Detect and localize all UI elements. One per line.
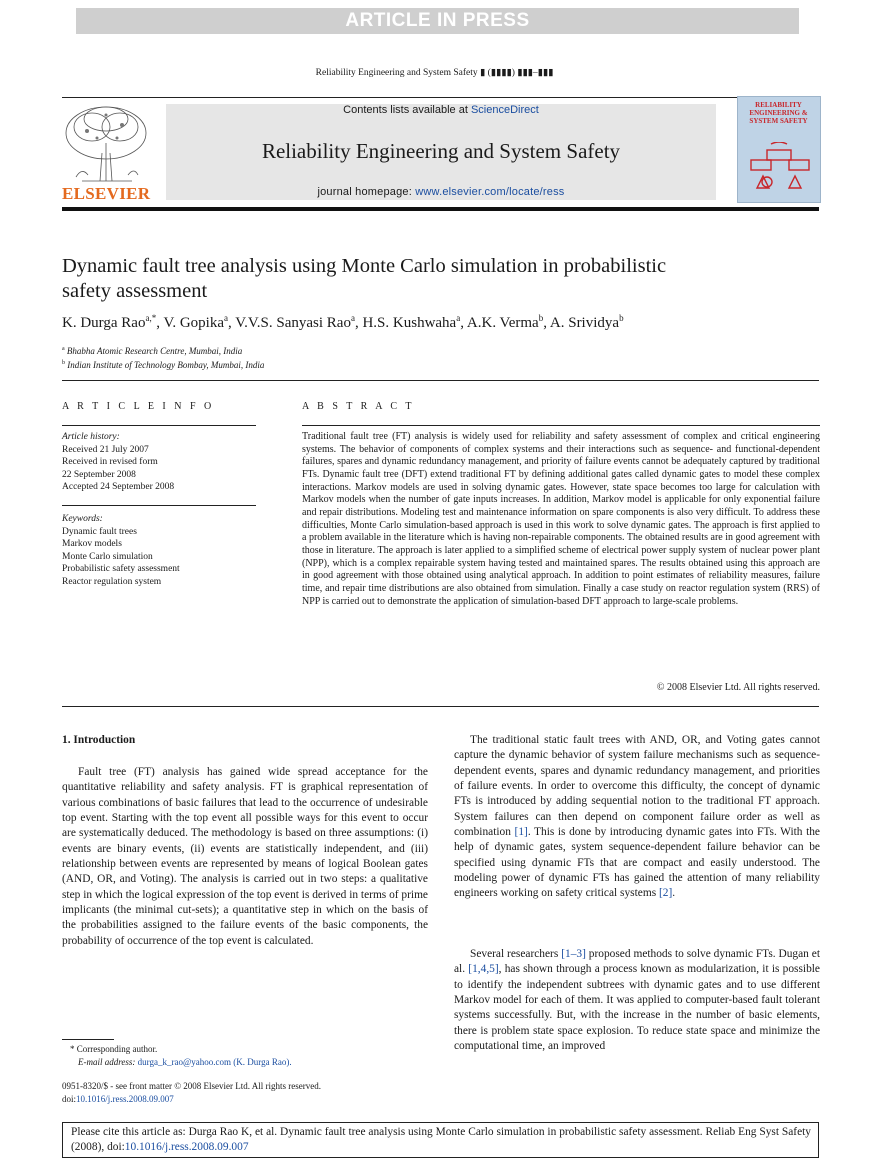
author-name: H.S. Kushwaha [362,315,457,331]
paper-title-line1: Dynamic fault tree analysis using Monte Carlo simulation in probabilistic [62,255,667,277]
running-head: Reliability Engineering and System Safety ▮ (▮▮▮▮) ▮▮▮–▮▮▮ [315,68,554,78]
author-separator: , [228,315,236,331]
elsevier-logo-text: ELSEVIER [62,184,151,203]
citation-doi-link[interactable]: 10.1016/j.ress.2008.09.007 [124,1140,249,1153]
affiliation-text: Bhabha Atomic Research Centre, Mumbai, India [66,346,243,356]
reference-link[interactable]: [1] [514,826,528,839]
author-separator: , [543,315,550,331]
keyword-item: Probabilistic safety assessment [62,564,180,574]
history-item: Accepted 24 September 2008 [62,482,175,492]
journal-name: Reliability Engineering and System Safety [261,139,621,163]
intro-paragraph-3-text: Several researchers [470,948,562,960]
abstract-rule [302,425,820,426]
intro-paragraph-2-text: . This is done by introducing dynamic gates into FTs. With the help of dynamic gates, system sequence-dependent failure behavior can be specified using dynamic FTs that are compact and easily understood. The modeling power of dynamic FTs has gained the attention of many reliability engineers working on safety critical systems [454,826,820,900]
history-item: Received in revised form [62,457,158,467]
affiliations [62,343,662,371]
author-affiliation-mark: a [224,313,229,323]
masthead-bottom-rule [62,207,819,211]
email-link[interactable]: durga_k_rao@yahoo.com [137,1057,232,1067]
homepage-line [166,186,716,198]
keyword-item: Markov models [62,539,122,549]
affiliation-mark: a [62,346,65,352]
reference-link[interactable]: [1–3] [561,948,586,960]
keywords-rule [62,505,256,506]
keywords-block [62,513,256,588]
intro-paragraph-2-text: . [672,887,676,900]
email-name: (K. Durga Rao). [231,1057,292,1067]
keyword-item: Reactor regulation system [62,576,162,587]
doi-line [62,1093,442,1105]
keyword-item: Dynamic fault trees [62,526,137,537]
history-item: Received 21 July 2007 [62,444,149,455]
header-rule [62,97,819,98]
abstract-copyright: © 2008 Elsevier Ltd. All rights reserved. [656,682,820,693]
affiliation-text: Indian Institute of Technology Bombay, Mumbai, India [67,360,265,370]
paper-title-line2: safety assessment [62,280,208,302]
author-affiliation-mark: a,* [145,313,157,323]
doi-link[interactable]: 10.1016/j.ress.2008.09.007 [76,1094,174,1104]
intro-paragraph-3-text: , has shown through a process known as modularization, it is possible to identify the independent subtrees with dynamic gates and to use different Markov model for each of them. It was applied to computer-based fault tolerant systems successfully. But, with the increase in the number of basic elements, there is problem state space explosion. To reduce state space and minimize the computational time, an improved [454,963,820,1053]
affiliation-line [62,343,662,357]
doi-prefix: doi: [62,1094,77,1104]
intro-paragraph-2 [454,733,820,902]
article-info-rule [62,425,256,426]
abstract-bottom-rule [62,706,819,707]
citation-box [62,1122,819,1158]
cover-title: RELIABILITY ENGINEERING & SYSTEM SAFETY [749,101,808,125]
author-affiliation-mark: a [350,313,355,323]
contents-prefix: Contents lists available at [343,104,471,116]
homepage-prefix: journal homepage: [317,186,416,198]
author-separator: , [460,315,467,331]
contents-line [166,104,716,116]
footnote-rule [62,1039,114,1040]
author-name: A.K. Verma [466,315,539,331]
front-matter-rule [62,380,819,381]
history-label: Article history: [62,432,120,442]
citation-text: Please cite this article as: Durga Rao K, et al. Dynamic fault tree analysis using Monte Carlo simulation in probabilistic safety assessment. Reliab Eng Syst Safety (2008), doi: [71,1126,811,1153]
corresponding-author-note: * Corresponding author. [70,1044,158,1054]
cover-diagram-icon [749,142,811,196]
history-item: 22 September 2008 [62,469,136,480]
author-affiliation-mark: b [619,313,624,323]
citation-text-block [71,1125,811,1154]
author-list [62,313,819,332]
email-line [62,1056,458,1068]
keyword-item: Monte Carlo simulation [62,551,153,562]
author-name: A. Srividya [549,315,620,331]
reference-link[interactable]: [1,4,5] [468,963,499,976]
intro-paragraph-3-text: proposed methods to solve dynamic FTs. Dugan et al. [454,948,820,976]
author-name: K. Durga Rao [62,315,146,331]
affiliation-mark: b [62,360,65,366]
article-history [62,431,256,494]
author-separator: , [156,315,164,331]
author-affiliation-mark: b [538,313,544,323]
homepage-link[interactable]: www.elsevier.com/locate/ress [415,186,565,198]
author-name: V. Gopika [163,315,225,331]
introduction-heading: 1. Introduction [62,734,136,746]
paper-title [62,254,802,304]
author-affiliation-mark: a [456,313,461,323]
intro-paragraph-1: Fault tree (FT) analysis has gained wide spread acceptance for the quantitative reliability and safety analysis. FT is graphical representation of various combinations of basic failures that lead to the occurrence of undesirable top event. Starting with the top event all possible ways for this event to occur are systematically deduced. The methodology is based on three assumptions: (i) events are binary events, (ii) events are statistically independent, and (iii) relationship between events are represented by means of logical Boolean gates (AND, OR, and Voting). The analysis is carried out in two steps: a qualitative step in which the logical expression of the top event is derived in terms of prime implicants (the minimal cut-sets); a quantitative step in which on the basis of the probabilities assigned to the failure events of the basic components, the probability of occurrence of the top event is calculated. [62,766,428,947]
intro-paragraph-2-text: The traditional static fault trees with AND, OR, and Voting gates cannot capture the dynamic behavior of system failure mechanisms such as sequence-dependent events, spares and dynamic redundancy management, and priorities of failure events. In order to overcome this difficulty, the concept of dynamic FTs is introduced by adding sequential notion to the traditional FT approach. System failures can then depend on component failure order as well as combination [454,734,820,839]
intro-paragraph-3 [454,947,820,1054]
email-label: E-mail address: [78,1057,138,1067]
abstract-heading: A B S T R A C T [302,401,415,412]
article-info-heading: A R T I C L E I N F O [62,401,215,412]
reference-link[interactable]: [2] [658,887,673,900]
keywords-label: Keywords: [62,514,103,524]
issn-line: 0951-8320/$ - see front matter © 2008 Elsevier Ltd. All rights reserved. [62,1081,322,1091]
author-separator: , [354,315,363,331]
sciencedirect-link[interactable]: ScienceDirect [470,104,539,116]
author-name: V.V.S. Sanyasi Rao [235,315,351,331]
affiliation-line [62,357,662,371]
abstract-text: Traditional fault tree (FT) analysis is widely used for reliability and safety assessment of complex and critical engineering systems. The behavior of components of complex systems and their interactions such as sequence- and functional-dependent failures, spares and dynamic redundancy management, and priority of failure events cannot be adequately captured by traditional FTs. Dynamic fault tree (DFT) extend traditional FT by defining additional gates called dynamic gates to model these complex interactions. Markov models are used in solving dynamic gates. However, state space becomes too large for calculation with Markov models when the number of gate inputs increases. In addition, Markov model is applicable for only exponential failure and repair distributions. Modeling test and maintenance information on spare components is also very difficult. To address these difficulties, Monte Carlo simulation-based approach is used in this work to solve dynamic gates. The approach is first applied to a problem available in the literature which is having non-repairable components. The obtained results are in good agreement with those in literature. The approach is later applied to a simplified scheme of electrical power supply system of nuclear power plant (NPP), which is a complex repairable system having tested and maintained spares. The results obtained using this approach are in good agreement with those obtained using analytical approach. In addition to point estimates of reliability measures, failure time, and repair time distributions are also obtained from simulation. Finally a case study on reactor regulation system (RRS) of NPP is carried out to demonstrate the application of simulation-based DFT approach to large-scale problems. [302,431,820,607]
article-in-press-banner: ARTICLE IN PRESS [76,8,799,34]
